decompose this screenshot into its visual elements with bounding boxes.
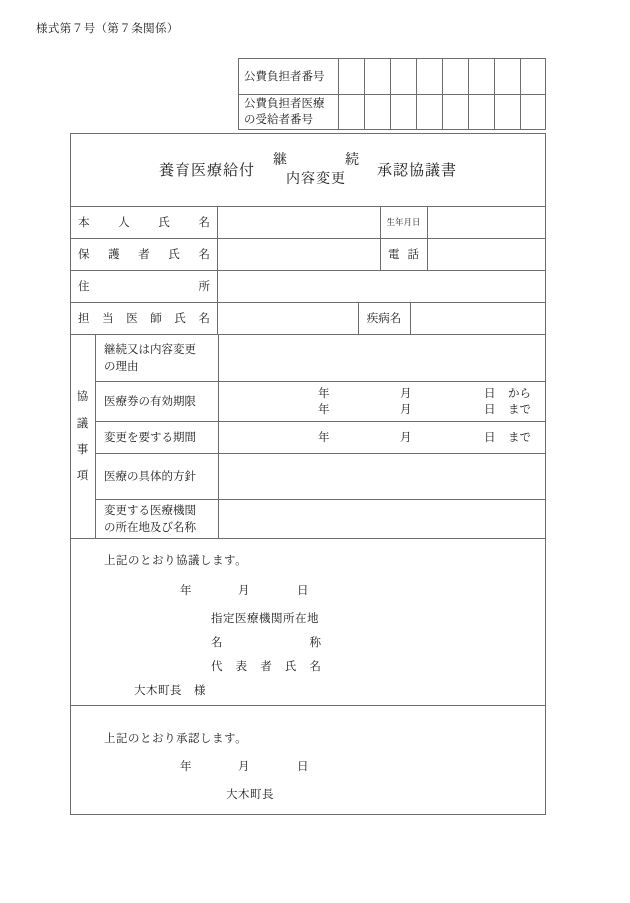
address-label-char-0: 住 bbox=[78, 279, 90, 293]
kouhi-row-0-cell-4[interactable] bbox=[442, 58, 468, 94]
representative-name-label-char-3: 氏 bbox=[284, 659, 297, 673]
consult-row-1-line-1-suffix: まで bbox=[508, 402, 531, 416]
approval-date-day: 日 bbox=[297, 759, 309, 773]
consult-addressee: 大木町長 様 bbox=[134, 683, 206, 697]
kouhi-row-1-cell-7[interactable] bbox=[520, 94, 546, 130]
representative-name-label-char-2: 者 bbox=[260, 659, 272, 673]
consult-row-1-line-0-suffix: から bbox=[508, 386, 531, 400]
phone-label-chars bbox=[388, 246, 419, 262]
guardian-name-label-char-1: 護 bbox=[108, 247, 120, 261]
consult-row-4-label bbox=[104, 499, 214, 538]
kouhi-row-1-cell-3[interactable] bbox=[416, 94, 442, 130]
kouhi-row-0-cell-3[interactable] bbox=[416, 58, 442, 94]
consult-row-0-label-line-1: の理由 bbox=[104, 358, 139, 373]
kouhi-row-1-label bbox=[244, 94, 338, 130]
birthdate-value[interactable] bbox=[435, 206, 540, 238]
kouhi-row-1-label-line-0: 公費負担者医療 bbox=[244, 96, 325, 111]
applicant-name-label-divider bbox=[217, 206, 218, 238]
approval-date-line[interactable] bbox=[180, 758, 340, 774]
kouhi-row-0-label: 公費負担者番号 bbox=[244, 69, 325, 83]
consult-row-3-label: 医療の具体的方針 bbox=[104, 469, 196, 483]
consult-row-4-value[interactable] bbox=[226, 499, 538, 538]
phone-label-right-divider bbox=[427, 238, 428, 270]
address-label-chars bbox=[78, 278, 210, 294]
approval-date-year: 年 bbox=[180, 759, 192, 773]
consult-statement: 上記のとおり協議します。 bbox=[104, 553, 248, 567]
kouhi-row-1-cell-6[interactable] bbox=[494, 94, 520, 130]
guardian-name-label-char-3: 氏 bbox=[168, 247, 180, 261]
representative-name-label-char-1: 表 bbox=[235, 659, 248, 673]
disease-value[interactable] bbox=[418, 302, 540, 334]
consult-date-year: 年 bbox=[180, 583, 192, 597]
consult-date-line[interactable] bbox=[180, 582, 340, 598]
applicant-name-value[interactable] bbox=[225, 206, 375, 238]
approval-statement: 上記のとおり承認します。 bbox=[104, 731, 248, 745]
kouhi-row-0-cell-5[interactable] bbox=[468, 58, 494, 94]
approval-signatory: 大木町長 bbox=[226, 787, 274, 801]
consult-row-1-line-0-day: 日 bbox=[484, 386, 496, 400]
consult-vertical-label-divider bbox=[95, 334, 96, 538]
title-option-stack bbox=[263, 151, 369, 189]
representative-name-label-char-0: 代 bbox=[211, 659, 223, 673]
consult-row-0-value[interactable] bbox=[226, 334, 538, 381]
consult-row-2-date-line-0[interactable] bbox=[218, 429, 546, 445]
institution-name-label-char-1: 称 bbox=[309, 635, 321, 649]
doctor-name-label-char-3: 師 bbox=[150, 311, 162, 325]
consult-row-1-label: 医療券の有効期限 bbox=[104, 394, 196, 408]
consult-row-2-label: 変更を要する期間 bbox=[104, 430, 196, 444]
guardian-name-label bbox=[78, 238, 210, 270]
applicant-name-label-char-2: 氏 bbox=[158, 215, 170, 229]
doctor-name-label-char-4: 氏 bbox=[174, 311, 186, 325]
consult-row-1-line-0-month: 月 bbox=[400, 386, 412, 400]
doctor-name-label-char-2: 医 bbox=[126, 311, 138, 325]
phone-value[interactable] bbox=[435, 238, 540, 270]
kouhi-row-0-cell-6[interactable] bbox=[494, 58, 520, 94]
consult-section-bottom-divider bbox=[70, 538, 546, 539]
guardian-name-label-char-4: 名 bbox=[198, 247, 210, 261]
consult-row-2-line-0-day: 日 bbox=[484, 430, 496, 444]
designated-institution-address-label: 指定医療機関所在地 bbox=[211, 611, 319, 625]
consult-row-0-label bbox=[104, 334, 214, 381]
consult-date-day: 日 bbox=[297, 583, 309, 597]
consult-row-2-line-0-month: 月 bbox=[400, 430, 412, 444]
guardian-name-label-char-2: 者 bbox=[138, 247, 150, 261]
guardian-name-label-char-0: 保 bbox=[78, 247, 90, 261]
kouhi-row-0-cell-7[interactable] bbox=[520, 58, 546, 94]
consult-row-1-date-line-1[interactable] bbox=[218, 401, 546, 417]
doctor-name-label-char-1: 当 bbox=[102, 311, 114, 325]
kouhi-row-1-label-line-1: の受給者番号 bbox=[244, 112, 313, 126]
address-label bbox=[78, 270, 210, 302]
doctor-name-label-char-5: 名 bbox=[198, 311, 210, 325]
institution-name-label-char-0: 名 bbox=[211, 635, 223, 649]
consult-row-2-date-single[interactable] bbox=[218, 421, 546, 453]
consult-row-2-line-0-year: 年 bbox=[318, 430, 330, 444]
representative-name-label-char-4: 名 bbox=[309, 659, 321, 673]
applicant-name-label-char-3: 名 bbox=[198, 215, 210, 229]
disease-label: 疾病名 bbox=[366, 311, 402, 325]
doctor-name-label bbox=[78, 302, 210, 334]
applicant-name-label-chars bbox=[78, 214, 210, 230]
consult-row-1-date-line-0[interactable] bbox=[218, 385, 546, 401]
consult-vertical-char-2: 事 bbox=[76, 442, 89, 456]
institution-name-label bbox=[211, 634, 321, 650]
consult-row-4-label-line-1: の所在地及び名称 bbox=[104, 519, 196, 534]
kouhi-row-0-cell-1[interactable] bbox=[364, 58, 390, 94]
title-suffix: 承認協議書 bbox=[377, 161, 458, 179]
kouhi-row-0-cell-0[interactable] bbox=[338, 58, 364, 94]
kouhi-row-1-cell-4[interactable] bbox=[442, 94, 468, 130]
kouhi-row-1-cell-2[interactable] bbox=[390, 94, 416, 130]
guardian-name-value[interactable] bbox=[225, 238, 375, 270]
address-label-divider bbox=[217, 270, 218, 302]
consult-date-month: 月 bbox=[238, 583, 250, 597]
guardian-name-label-divider bbox=[217, 238, 218, 270]
title-option-change: 内容変更 bbox=[286, 170, 346, 187]
title-benefit: 養育医療給付 bbox=[158, 161, 255, 179]
form-title bbox=[70, 133, 546, 206]
consult-row-1-line-0-year: 年 bbox=[318, 386, 330, 400]
doctor-name-label-divider bbox=[217, 302, 218, 334]
approval-date-month: 月 bbox=[238, 759, 250, 773]
consult-section-vertical-label bbox=[70, 334, 95, 538]
consult-row-4-label-line-0: 変更する医療機関 bbox=[104, 502, 196, 517]
approval-section-top-divider bbox=[70, 705, 546, 706]
guardian-name-label-chars bbox=[78, 246, 210, 262]
kouhi-row-1-cell-1[interactable] bbox=[364, 94, 390, 130]
consult-row-2-line-0-suffix: まで bbox=[508, 430, 531, 444]
phone-label-char-0: 電 bbox=[388, 247, 400, 261]
doctor-name-label-chars bbox=[78, 310, 210, 326]
address-label-char-1: 所 bbox=[198, 279, 210, 293]
consult-vertical-char-0: 協 bbox=[76, 389, 89, 404]
phone-label bbox=[388, 238, 419, 270]
form-number: 様式第７号（第７条関係） bbox=[36, 21, 179, 35]
consult-row-1-line-1-day: 日 bbox=[484, 402, 496, 416]
consult-vertical-char-3: 項 bbox=[76, 468, 89, 483]
kouhi-row-1-cell-0[interactable] bbox=[338, 94, 364, 130]
consult-row-0-label-line-0: 継続又は内容変更 bbox=[104, 341, 196, 356]
applicant-name-label-char-0: 本 bbox=[78, 215, 90, 229]
birthdate-label-right-divider bbox=[427, 206, 428, 238]
consult-row-1-date-range[interactable] bbox=[218, 381, 546, 421]
doctor-name-label-char-0: 担 bbox=[78, 311, 90, 325]
phone-label-left-divider bbox=[380, 238, 381, 270]
representative-name-label bbox=[211, 658, 321, 674]
phone-label-char-1: 話 bbox=[407, 247, 419, 261]
kouhi-row-0-cell-2[interactable] bbox=[390, 58, 416, 94]
applicant-name-label-char-1: 人 bbox=[118, 215, 130, 229]
applicant-name-label bbox=[78, 206, 210, 238]
consult-row-1-line-1-month: 月 bbox=[400, 402, 412, 416]
disease-label-right-divider bbox=[410, 302, 411, 334]
consult-row-1-line-1-year: 年 bbox=[318, 402, 330, 416]
consult-vertical-char-1: 議 bbox=[76, 415, 89, 430]
kouhi-row-1-cell-5[interactable] bbox=[468, 94, 494, 130]
consult-row-3-value[interactable] bbox=[226, 453, 538, 499]
title-option-continue: 継 続 bbox=[273, 151, 369, 168]
birthdate-label: 生年月日 bbox=[386, 218, 421, 228]
address-value[interactable] bbox=[225, 270, 540, 302]
doctor-name-value[interactable] bbox=[225, 302, 353, 334]
